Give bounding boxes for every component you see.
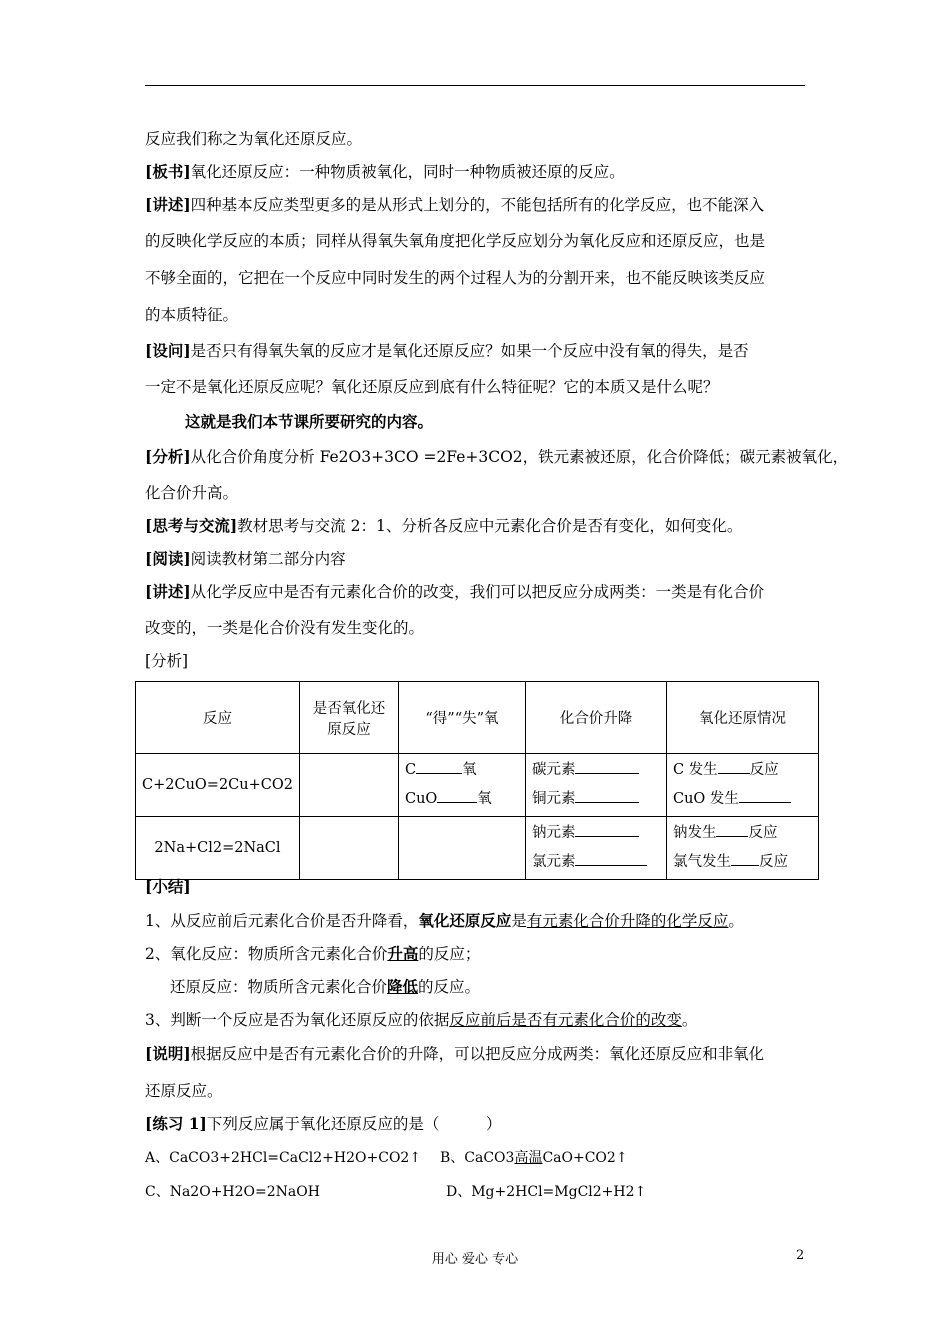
reaction-cell: 2Na+Cl2=2NaCl <box>136 817 300 880</box>
text-line: 的本质特征。 <box>145 306 239 324</box>
text-line: [设问]是否只有得氧失氧的反应才是氧化还原反应？如果一个反应中没有氧的得失，是否 <box>145 341 749 360</box>
text-line: 反应我们称之为氧化还原反应。 <box>145 130 363 148</box>
text-line: 一定不是氧化还原反应呢？氧化还原反应到底有什么特征呢？它的本质又是什么呢？ <box>145 378 719 396</box>
explain-line: 还原反应。 <box>145 1082 223 1100</box>
text-line: [分析] <box>145 652 189 670</box>
exercise-question: [练习 1]下列反应属于氧化还原反应的是（ ） <box>145 1114 502 1133</box>
option-d[interactable]: D、Mg+2HCl=MgCl2+H2↑ <box>446 1184 647 1200</box>
table-header: 氧化还原情况 <box>666 682 818 754</box>
valence-cell: 钠元素 氯元素 <box>525 817 666 880</box>
summary-line: 3、判断一个反应是否为氧化还原反应的依据反应前后是否有元素化合价的改变。 <box>145 1011 698 1029</box>
explain-line: [说明]根据反应中是否有元素化合价的升降，可以把反应分成两类：氧化还原反应和非氧化 <box>145 1044 765 1063</box>
text-line: 这就是我们本节课所要研究的内容。 <box>185 412 434 431</box>
text-line: [讲述]四种基本反应类型更多的是从形式上划分的，不能包括所有的化学反应，也不能深入 <box>145 195 765 214</box>
table-header: 反应 <box>136 682 300 754</box>
reaction-cell: C+2CuO=2Cu+CO2 <box>136 754 300 817</box>
text-line: [讲述]从化学反应中是否有元素化合价的改变，我们可以把反应分成两类：一类是有化合价 <box>145 582 765 601</box>
redox-cell: 钠发生 反应 氯气发生 反应 <box>666 817 818 880</box>
footer-slogan: 用心 爱心 专心 <box>431 1252 519 1267</box>
table-header: 是否氧化还原反应 <box>299 682 398 754</box>
redox-cell: C 发生 反应 CuO 发生 <box>666 754 818 817</box>
text-line: 不够全面的，它把在一个反应中同时发生的两个过程人为的分割开来，也不能反映该类反应 <box>145 269 766 287</box>
table-row <box>136 754 819 817</box>
summary-line: 还原反应：物质所含元素化合价降低的反应。 <box>170 977 481 996</box>
text-line: 的反映化学反应的本质；同样从得氧失氧角度把化学反应划分为氧化反应和还原反应，也是 <box>145 232 766 250</box>
text-line: [分析]从化合价角度分析 Fe2O3+3CO =2Fe+3CO2，铁元素被还原，化合价降低；碳元素被氧化， <box>145 447 849 466</box>
table-header: “得”“失”氧 <box>398 682 525 754</box>
text-line: [阅读]阅读教材第二部分内容 <box>145 549 346 568</box>
redox-answer-cell[interactable] <box>299 754 398 817</box>
text-line: [思考与交流]教材思考与交流 2：1、分析各反应中元素化合价是否有变化，如何变化。 <box>145 516 743 535</box>
analysis-table <box>135 681 819 880</box>
summary-line: 2、氧化反应：物质所含元素化合价升高的反应； <box>145 944 481 963</box>
table-header: 化合价升降 <box>525 682 666 754</box>
table-header-row <box>136 682 819 754</box>
text-line: 改变的，一类是化合价没有发生变化的。 <box>145 619 425 637</box>
valence-cell: 碳元素 铜元素 <box>525 754 666 817</box>
option-c[interactable]: C、Na2O+H2O=2NaOH <box>145 1184 320 1200</box>
text-line: [板书]氧化还原反应：一种物质被氧化，同时一种物质被还原的反应。 <box>145 162 625 181</box>
option-b[interactable]: B、CaCO3高温CaO+CO2↑ <box>440 1150 628 1166</box>
text-line: 化合价升高。 <box>145 484 239 502</box>
header-rule <box>145 85 805 86</box>
summary-heading: [小结] <box>145 877 191 896</box>
summary-line: 1、从反应前后元素化合价是否升降看，氧化还原反应是有元素化合价升降的化学反应。 <box>145 911 744 930</box>
page-number: 2 <box>796 1248 805 1263</box>
option-a[interactable]: A、CaCO3+2HCl=CaCl2+H2O+CO2↑ <box>145 1150 422 1166</box>
oxygen-cell: C 氧 CuO 氧 <box>398 754 525 817</box>
